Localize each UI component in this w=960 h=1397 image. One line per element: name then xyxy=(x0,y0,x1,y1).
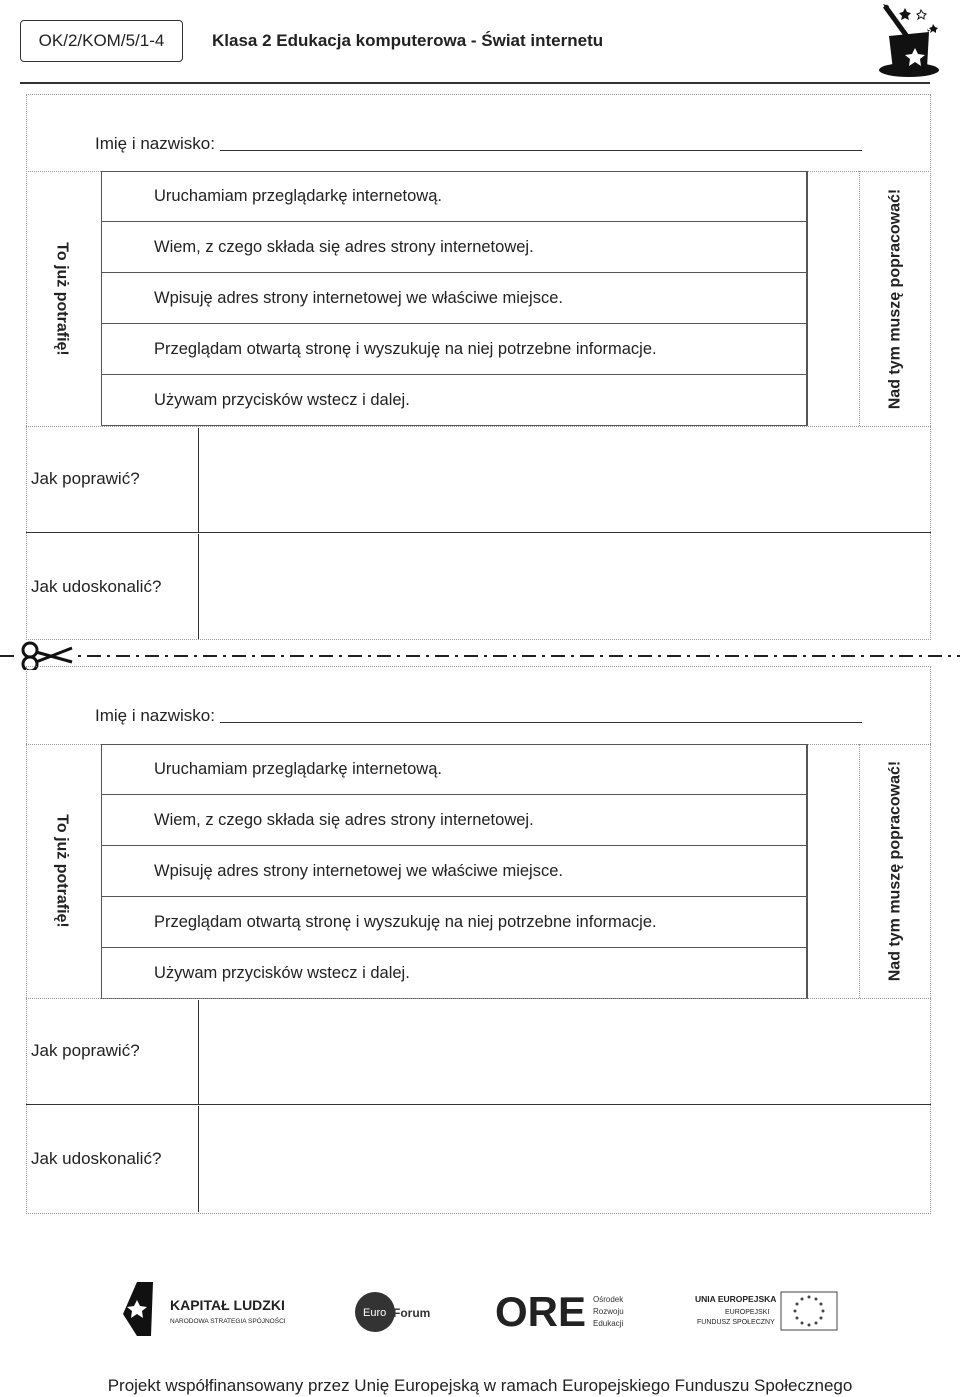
how-to-improve-label: Jak poprawić? xyxy=(31,1041,140,1060)
how-to-improve-field[interactable] xyxy=(198,428,199,532)
right-side-label-text: Nad tym muszę popracować! xyxy=(886,760,903,982)
skill-row[interactable]: Wpisuję adres strony internetowej we właściwe miejsce. xyxy=(101,846,808,897)
skill-row[interactable]: Używam przycisków wstecz i dalej. xyxy=(101,375,808,426)
eu-title: UNIA EUROPEJSKA xyxy=(695,1294,777,1304)
skill-row[interactable]: Wpisuję adres strony internetowej we właściwe miejsce. xyxy=(101,273,808,324)
ore-text: ORE xyxy=(495,1288,587,1335)
name-label: Imię i nazwisko: xyxy=(95,706,215,725)
left-side-label xyxy=(47,172,77,425)
ore-sub-1: Ośrodek xyxy=(593,1295,624,1304)
kapital-ludzki-subtitle: NARODOWA STRATEGIA SPÓJNOŚCI xyxy=(170,1318,286,1325)
skill-row[interactable]: Przeglądam otwartą stronę i wyszukuję na niej potrzebne informacje. xyxy=(101,324,808,375)
magic-hat-icon xyxy=(875,2,943,78)
kapital-ludzki-text: KAPITAŁ LUDZKI xyxy=(170,1297,285,1313)
divider xyxy=(808,744,931,745)
skills-list xyxy=(101,744,808,999)
ore-sub-2: Rozwoju xyxy=(593,1307,624,1316)
divider xyxy=(26,998,931,999)
divider xyxy=(808,171,931,172)
how-to-perfect-field[interactable] xyxy=(198,1106,199,1212)
sponsor-logos xyxy=(115,1280,855,1340)
skill-row[interactable]: Uruchamiam przeglądarkę internetową. xyxy=(101,171,808,222)
divider xyxy=(859,744,860,998)
name-field[interactable] xyxy=(220,722,862,723)
divider xyxy=(26,532,931,533)
right-side-label xyxy=(880,172,910,425)
left-side-label xyxy=(47,745,77,997)
kapital-ludzki-logo xyxy=(115,1280,300,1340)
divider xyxy=(26,1104,931,1105)
right-side-label-text: Nad tym muszę popracować! xyxy=(886,188,903,409)
skill-row[interactable]: Uruchamiam przeglądarkę internetową. xyxy=(101,744,808,795)
left-side-label-text: To już potrafię! xyxy=(54,814,71,928)
euroforum-badge-text: Euro xyxy=(363,1307,387,1319)
skill-row[interactable]: Przeglądam otwartą stronę i wyszukuję na niej potrzebne informacje. xyxy=(101,897,808,948)
name-label: Imię i nazwisko: xyxy=(95,134,215,153)
header-divider xyxy=(20,82,930,84)
divider xyxy=(26,426,931,427)
footer-text: Projekt współfinansowany przez Unię Europejską w ramach Europejskiego Funduszu Społecznego xyxy=(107,1376,853,1395)
ore-sub-3: Edukacji xyxy=(593,1319,624,1328)
left-side-label-text: To już potrafię! xyxy=(54,241,71,356)
eu-sub-1: EUROPEJSKI xyxy=(725,1309,770,1316)
right-side-label xyxy=(880,745,910,997)
divider xyxy=(859,171,860,426)
name-field[interactable] xyxy=(220,150,862,151)
how-to-perfect-label: Jak udoskonalić? xyxy=(31,577,162,596)
ore-logo xyxy=(495,1286,655,1336)
skill-row[interactable]: Używam przycisków wstecz i dalej. xyxy=(101,948,808,999)
skill-row[interactable]: Wiem, z czego składa się adres strony internetowej. xyxy=(101,795,808,846)
how-to-improve-label: Jak poprawić? xyxy=(31,469,140,488)
euroforum-text: Forum xyxy=(393,1306,431,1320)
euroforum-logo xyxy=(353,1288,443,1336)
eu-logo xyxy=(693,1288,843,1334)
how-to-improve-field[interactable] xyxy=(198,1000,199,1104)
eu-sub-2: FUNDUSZ SPOŁECZNY xyxy=(697,1319,775,1326)
how-to-perfect-label: Jak udoskonalić? xyxy=(31,1149,162,1168)
how-to-perfect-field[interactable] xyxy=(198,534,199,639)
document-code: OK/2/KOM/5/1-4 xyxy=(20,20,183,62)
skills-list xyxy=(101,171,808,426)
skill-row[interactable]: Wiem, z czego składa się adres strony internetowej. xyxy=(101,222,808,273)
page-title: Klasa 2 Edukacja komputerowa - Świat internetu xyxy=(212,31,604,50)
